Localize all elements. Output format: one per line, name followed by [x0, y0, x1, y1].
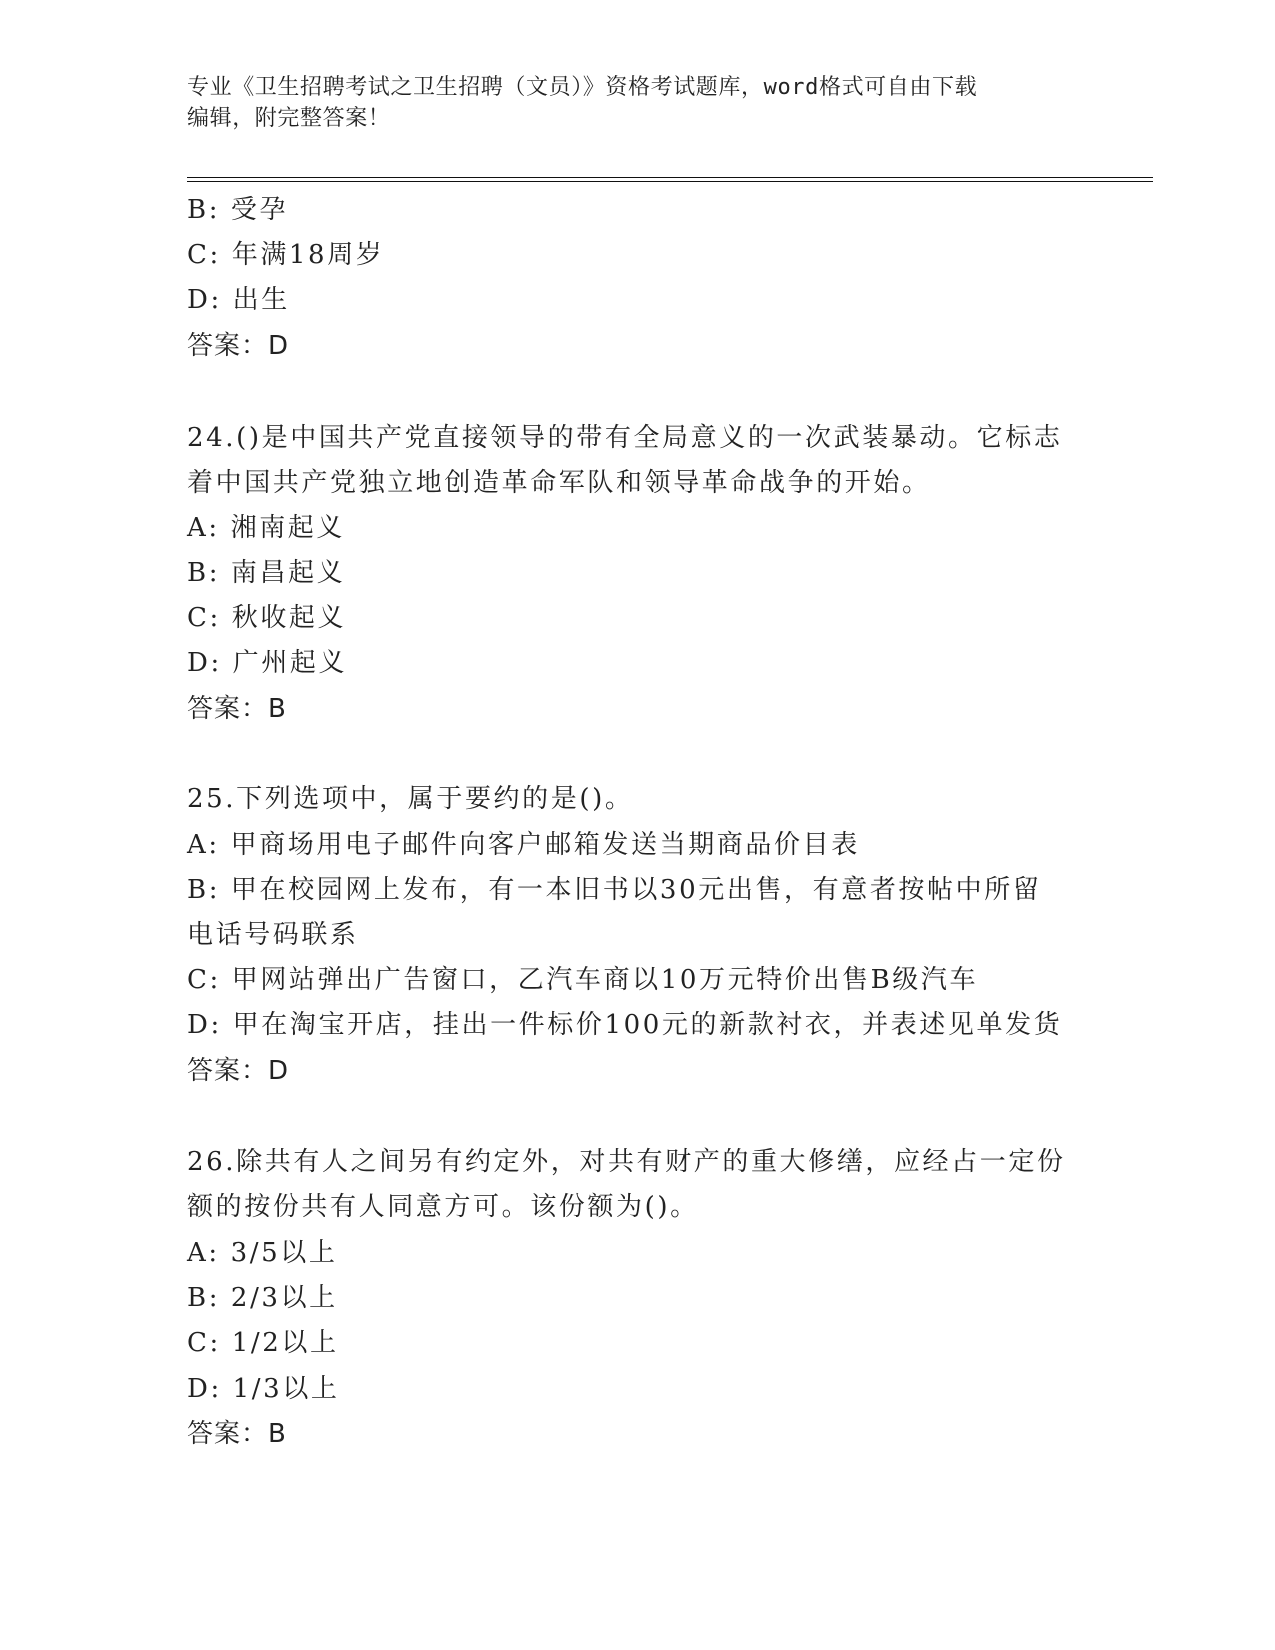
q23-option-b: B: 受孕	[187, 195, 289, 225]
header-divider-top	[187, 177, 1153, 178]
q26-option-a: A: 3/5以上	[187, 1238, 338, 1268]
header-line-1: 专业《卫生招聘考试之卫生招聘（文员）》资格考试题库，word格式可自由下载	[187, 75, 978, 100]
q24-option-c: C: 秋收起义	[187, 603, 347, 633]
q25-option-b-line-2: 电话号码联系	[187, 920, 359, 950]
q24-option-d: D: 广州起义	[187, 648, 348, 678]
q25-option-d: D: 甲在淘宝开店，挂出一件标价100元的新款衬衣，并表述见单发货	[187, 1010, 1063, 1040]
q26-option-b: B: 2/3以上	[187, 1283, 338, 1313]
q24-option-b: B: 南昌起义	[187, 558, 346, 588]
document-header	[187, 72, 1077, 134]
q25-option-c: C: 甲网站弹出广告窗口，乙汽车商以10万元特价出售B级汽车	[187, 965, 979, 995]
q23-option-d: D: 出生	[187, 285, 290, 315]
q26-answer: 答案：B	[187, 1419, 287, 1449]
q25-answer: 答案：D	[187, 1056, 290, 1086]
header-divider-bottom	[187, 181, 1153, 182]
q24-answer: 答案：B	[187, 694, 287, 724]
q26-stem-line-2: 额的按份共有人同意方可。该份额为()。	[187, 1192, 699, 1222]
q25-option-a: A: 甲商场用电子邮件向客户邮箱发送当期商品价目表	[187, 830, 860, 860]
q24-stem-line-1: 24.()是中国共产党直接领导的带有全局意义的一次武装暴动。它标志	[187, 423, 1063, 453]
q23-answer: 答案：D	[187, 331, 290, 361]
q25-option-b-line-1: B: 甲在校园网上发布，有一本旧书以30元出售，有意者按帖中所留	[187, 875, 1042, 905]
q23-option-c: C: 年满18周岁	[187, 240, 385, 270]
q26-option-c: C: 1/2以上	[187, 1328, 339, 1358]
q26-stem-line-1: 26.除共有人之间另有约定外，对共有财产的重大修缮，应经占一定份	[187, 1147, 1066, 1177]
q25-stem: 25.下列选项中，属于要约的是()。	[187, 784, 634, 814]
q24-stem-line-2: 着中国共产党独立地创造革命军队和领导革命战争的开始。	[187, 468, 931, 498]
header-line-2: 编辑，附完整答案！	[187, 106, 391, 131]
q26-option-d: D: 1/3以上	[187, 1374, 340, 1404]
q24-option-a: A: 湘南起义	[187, 513, 346, 543]
